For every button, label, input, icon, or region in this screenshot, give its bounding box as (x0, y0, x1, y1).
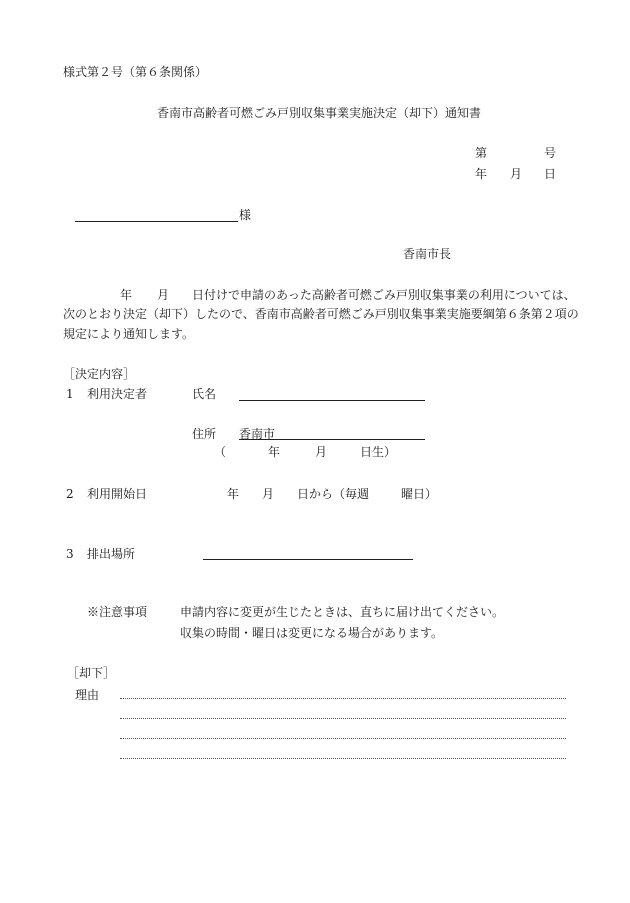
item1-number: 1 (66, 387, 74, 401)
body-date-year: 年 (120, 288, 133, 302)
rejection-heading: ［却下］ (67, 666, 116, 680)
name-label: 氏名 (192, 387, 217, 401)
birth-month: 月 (315, 445, 328, 459)
addressee-line[interactable] (75, 221, 238, 222)
item1-label: 利用決定者 (87, 387, 148, 401)
birth-year: 年 (268, 445, 281, 459)
start-year: 年 (227, 487, 240, 501)
form-number: 様式第２号（第６条関係） (63, 65, 208, 79)
body-line-2: 次のとおり決定（却下）したので、香南市高齢者可燃ごみ戸別収集事業実施要綱第６条第２項の (63, 307, 579, 321)
doc-no-go: 号 (544, 146, 557, 160)
decision-heading: ［決定内容］ (63, 367, 136, 381)
address-label: 住所 (192, 427, 217, 441)
reason-line-4[interactable] (120, 758, 566, 759)
birth-open: （ (214, 445, 227, 459)
notes-line-1: 申請内容に変更が生じたときは、直ちに届け出てください。 (180, 605, 505, 619)
body-line-3: 規定により通知します。 (63, 327, 195, 341)
item2-number: 2 (66, 487, 74, 501)
item2-label: 利用開始日 (87, 487, 148, 501)
item3-label: 排出場所 (87, 547, 136, 561)
notes-label: ※注意事項 (87, 605, 148, 619)
issuer: 香南市長 (403, 247, 452, 261)
date-day: 日 (544, 167, 557, 181)
address-prefix: 香南市 (239, 427, 276, 441)
body-line-1: 日付けで申請のあった高齢者可燃ごみ戸別収集事業の利用については、 (192, 288, 576, 302)
doc-no-dai: 第 (475, 146, 488, 160)
reason-label: 理由 (75, 688, 100, 702)
document-title: 香南市高齢者可燃ごみ戸別収集事業実施決定（却下）通知書 (157, 106, 482, 120)
date-year: 年 (475, 167, 488, 181)
reason-line-3[interactable] (120, 738, 566, 739)
start-from: 日から（毎週 (297, 487, 370, 501)
date-month: 月 (510, 167, 523, 181)
notes-line-2: 収集の時間・曜日は変更になる場合があります。 (180, 626, 444, 640)
start-month: 月 (262, 487, 275, 501)
item3-number: 3 (66, 547, 74, 561)
address-field-line[interactable] (239, 439, 425, 440)
birth-day: 日生） (360, 445, 397, 459)
body-date-month: 月 (157, 288, 170, 302)
reason-line-1[interactable] (120, 698, 566, 699)
start-weekday: 曜日） (401, 487, 438, 501)
addressee-suffix: 様 (239, 208, 252, 222)
location-field-line[interactable] (203, 559, 413, 560)
reason-line-2[interactable] (120, 718, 566, 719)
name-field-line[interactable] (239, 400, 425, 401)
